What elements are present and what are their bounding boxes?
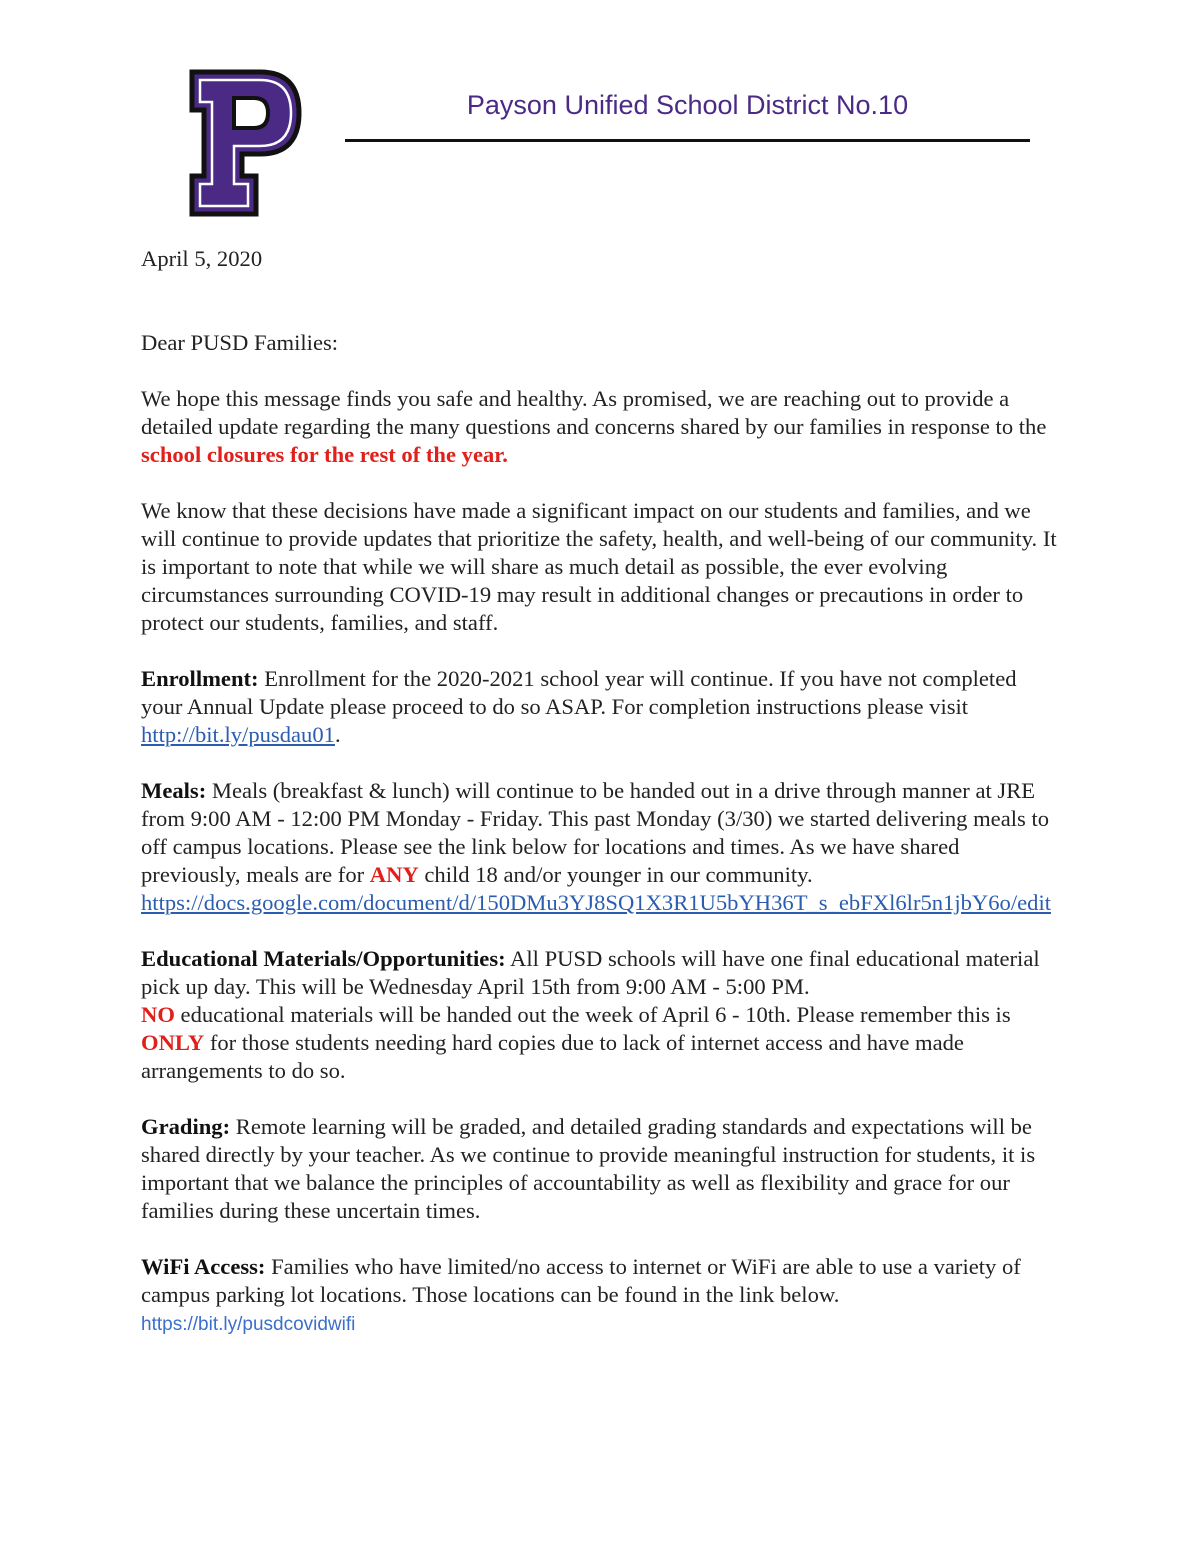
district-logo bbox=[188, 68, 303, 218]
education-heading: Educational Materials/Opportunities: bbox=[141, 946, 506, 971]
intro-paragraph bbox=[141, 385, 1061, 469]
header-divider bbox=[345, 139, 1030, 142]
enrollment-heading: Enrollment: bbox=[141, 666, 259, 691]
closure-highlight: school closures for the rest of the year. bbox=[141, 442, 508, 467]
education-text-1: All PUSD schools will have one final educational material pick up day. This will be Wednesday April 15th from 9:00 AM - 5:00 PM. bbox=[141, 946, 1040, 999]
enrollment-link[interactable]: http://bit.ly/pusdau01 bbox=[141, 722, 335, 747]
wifi-text: Families who have limited/no access to internet or WiFi are able to use a variety of campus parking lot locations. Those locations can be found in the link below. bbox=[141, 1254, 1021, 1307]
salutation: Dear PUSD Families: bbox=[141, 330, 339, 355]
meals-text: Meals (breakfast & lunch) will continue to be handed out in a drive through manner at JRE from 9:00 AM - 12:00 PM Monday - Friday. This past Monday (3/30) we started delivering meals to off campus locations. Please see the link below for locations and times. As we have shared previously, meals are for bbox=[141, 778, 1050, 887]
wifi-link[interactable]: https://bit.ly/pusdcovidwifi bbox=[141, 1314, 356, 1335]
grading-text: Remote learning will be graded, and detailed grading standards and expectations will be shared directly by your teacher. As we continue to provide meaningful instruction for students, it is important that we balance the principles of accountability as well as flexibility and grace for our families during these uncertain times. bbox=[141, 1114, 1036, 1223]
meals-heading: Meals: bbox=[141, 778, 207, 803]
only-highlight: ONLY bbox=[141, 1030, 205, 1055]
meals-text-end: child 18 and/or younger in our community. bbox=[418, 862, 813, 887]
wifi-paragraph bbox=[141, 1253, 1061, 1339]
district-name: Payson Unified School District No.10 bbox=[466, 90, 909, 120]
education-paragraph bbox=[141, 945, 1061, 1085]
grading-heading: Grading: bbox=[141, 1114, 231, 1139]
letter-date: April 5, 2020 bbox=[141, 246, 263, 271]
meals-link[interactable]: https://docs.google.com/document/d/150DMu3YJ8SQ1X3R1U5bYH36T_s_ebFXl6lr5n1jbY6o/edit bbox=[141, 890, 1051, 915]
wifi-heading: WiFi Access: bbox=[141, 1254, 266, 1279]
impact-paragraph: We know that these decisions have made a significant impact on our students and families, and we will continue to provide updates that prioritize the safety, health, and well-being of our community. It is important to note that while we will share as much detail as possible, the ever evolving circumstances surrounding COVID-19 may result in additional changes or precautions in order to protect our students, families, and staff. bbox=[141, 498, 1057, 635]
no-highlight: NO bbox=[141, 1002, 175, 1027]
any-highlight: ANY bbox=[369, 862, 419, 887]
letter-body bbox=[141, 245, 1061, 1367]
enrollment-text: Enrollment for the 2020-2021 school year will continue. If you have not completed your Annual Update please proceed to do so ASAP. For completion instructions please visit bbox=[141, 666, 1017, 719]
grading-paragraph bbox=[141, 1113, 1061, 1225]
education-text-2: educational materials will be handed out the week of April 6 - 10th. Please remember this is bbox=[174, 1002, 1011, 1027]
enrollment-paragraph bbox=[141, 665, 1061, 749]
education-text-3: for those students needing hard copies due to lack of internet access and have made arrangements to do so. bbox=[141, 1030, 964, 1083]
enrollment-period: . bbox=[334, 722, 341, 747]
intro-text: We hope this message finds you safe and healthy. As promised, we are reaching out to provide a detailed update regarding the many questions and concerns shared by our families in response to the bbox=[141, 386, 1047, 439]
letter-p-logo-icon bbox=[188, 68, 303, 218]
meals-paragraph bbox=[141, 777, 1061, 917]
